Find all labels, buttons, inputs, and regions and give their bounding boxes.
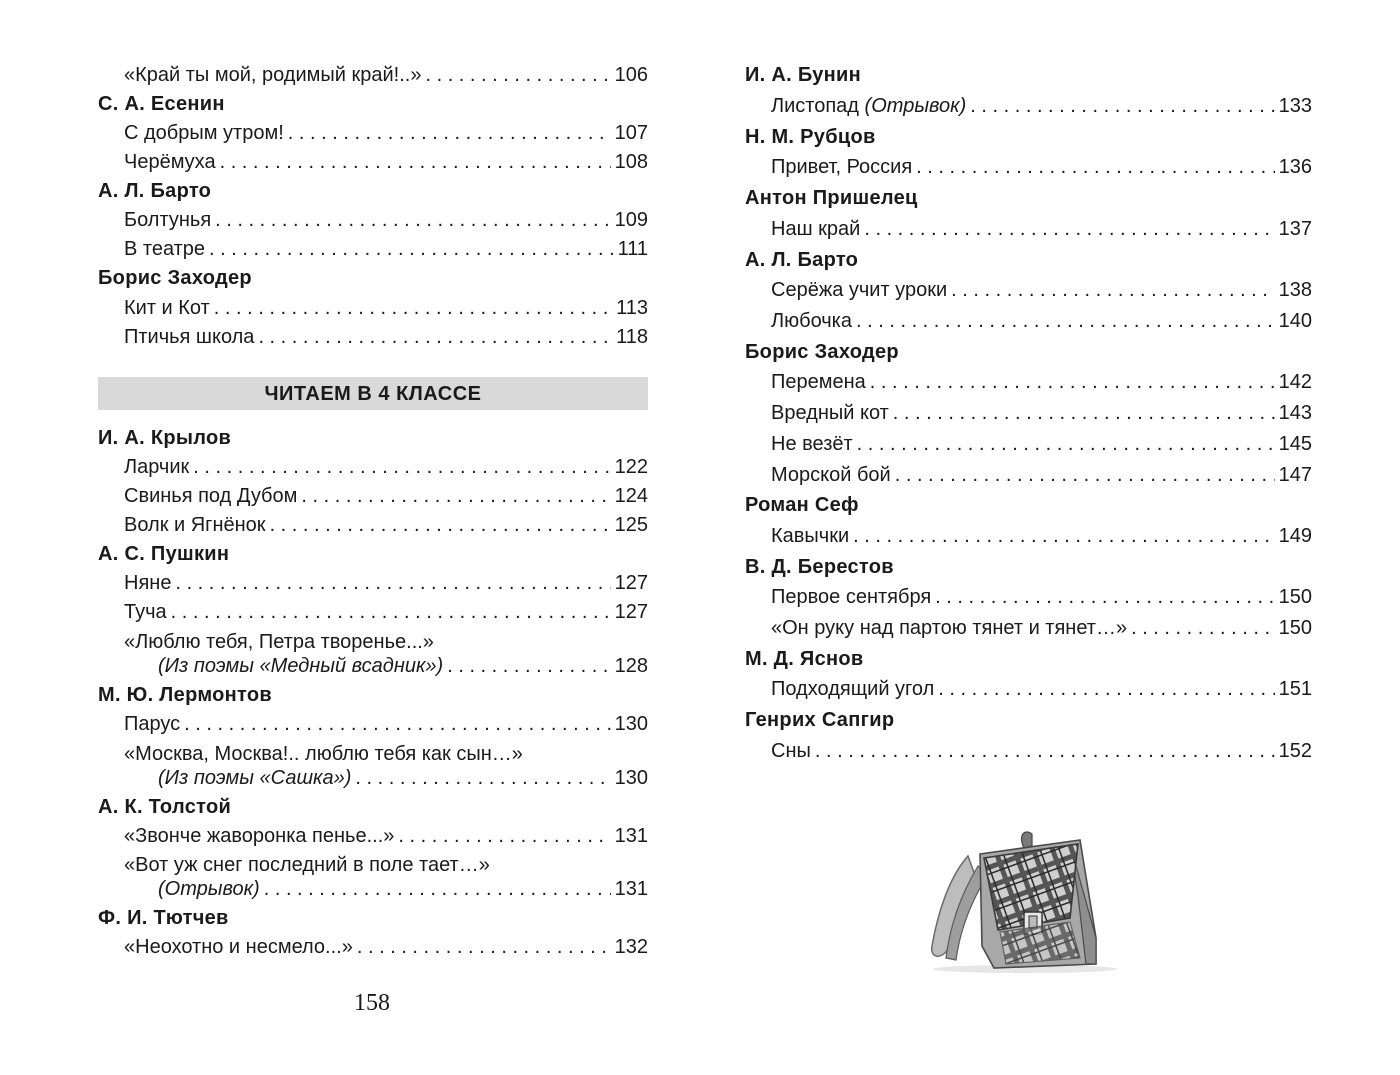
page-ref: 136 xyxy=(1278,156,1312,178)
toc-entry[interactable]: Не везёт . . . 145 xyxy=(745,430,1312,458)
entry-note: (Отрывок) xyxy=(864,95,967,117)
dot-leader xyxy=(425,61,610,89)
author-heading: А. Л. Барто xyxy=(745,249,859,271)
author-heading: А. Л. Барто xyxy=(98,180,212,202)
toc-entry[interactable]: Черёмуха . . . 108 xyxy=(98,148,648,176)
dot-leader xyxy=(215,206,610,234)
author-heading: Ф. И. Тютчев xyxy=(98,907,229,929)
toc-entry[interactable]: Ларчик . . . 122 xyxy=(98,453,648,481)
page-ref: 113 xyxy=(616,297,648,319)
toc-entry[interactable]: Няне . . . 127 xyxy=(98,569,648,597)
page-ref: 118 xyxy=(616,326,648,348)
dot-leader xyxy=(916,153,1274,181)
dot-leader xyxy=(398,822,610,850)
toc-entry[interactable]: Парус . . . 130 xyxy=(98,710,648,738)
page-ref: 109 xyxy=(614,209,648,231)
dot-leader xyxy=(856,307,1275,335)
toc-entry[interactable]: Волк и Ягнёнок . . . 125 xyxy=(98,511,648,539)
dot-leader xyxy=(815,737,1275,765)
page-ref: 137 xyxy=(1278,218,1312,240)
dot-leader xyxy=(258,323,612,351)
page-ref: 130 xyxy=(614,713,648,735)
author-heading: И. А. Крылов xyxy=(98,427,232,449)
dot-leader xyxy=(209,235,614,263)
page-ref: 147 xyxy=(1278,464,1312,486)
page-ref: 150 xyxy=(1278,586,1312,608)
toc-entry[interactable]: Листопад (Отрывок) . . . 133 xyxy=(745,92,1312,120)
toc-entry[interactable]: «Край ты мой, родимый край!..» . . . 106 xyxy=(98,61,648,89)
dot-leader xyxy=(864,215,1274,243)
section-heading-grade-4: ЧИТАЕМ В 4 КЛАССЕ xyxy=(98,377,648,410)
dot-leader xyxy=(288,119,611,147)
dot-leader xyxy=(184,710,610,738)
page-ref: 133 xyxy=(1278,95,1312,117)
toc-entry-subtitle-line[interactable]: (Отрывок) . . . 131 xyxy=(98,875,648,903)
school-backpack-illustration xyxy=(920,826,1125,976)
toc-entry[interactable]: Кавычки . . . 149 xyxy=(745,522,1312,550)
page-ref: 111 xyxy=(617,238,648,260)
page-ref: 107 xyxy=(614,122,648,144)
toc-entry-subtitle-line[interactable]: (Из поэмы «Сашка») . . . 130 xyxy=(98,764,648,792)
toc-entry[interactable]: Сны . . . 152 xyxy=(745,737,1312,765)
author-heading: А. К. Толстой xyxy=(98,796,232,818)
dot-leader xyxy=(951,276,1275,304)
author-heading: А. С. Пушкин xyxy=(98,543,230,565)
page-ref: 128 xyxy=(614,655,648,677)
dot-leader xyxy=(357,933,611,961)
toc-entry[interactable]: Кит и Кот . . . 113 xyxy=(98,294,648,322)
dot-leader xyxy=(970,92,1274,120)
page-ref: 151 xyxy=(1278,678,1312,700)
page-ref: 132 xyxy=(614,936,648,958)
page-ref: 140 xyxy=(1278,310,1312,332)
author-heading: Роман Сеф xyxy=(745,494,859,516)
toc-entry[interactable]: «Неохотно и несмело...» . . . 132 xyxy=(98,933,648,961)
author-heading: Борис Заходер xyxy=(98,267,252,289)
page-ref: 150 xyxy=(1278,617,1312,639)
page-ref: 152 xyxy=(1278,740,1312,762)
dot-leader xyxy=(193,453,610,481)
page-ref: 122 xyxy=(614,456,648,478)
page-ref: 145 xyxy=(1278,433,1312,455)
author-heading: В. Д. Берестов xyxy=(745,556,894,578)
dot-leader xyxy=(355,764,610,792)
author-heading: Генрих Сапгир xyxy=(745,709,895,731)
toc-entry-subtitle-line[interactable]: (Из поэмы «Медный всадник») . . . 128 xyxy=(98,652,648,680)
page-ref: 130 xyxy=(614,767,648,789)
dot-leader xyxy=(870,368,1275,396)
dot-leader xyxy=(857,430,1275,458)
toc-entry[interactable]: Морской бой . . . 147 xyxy=(745,461,1312,489)
dot-leader xyxy=(220,148,611,176)
toc-entry[interactable]: «Звонче жаворонка пенье...» . . . 131 xyxy=(98,822,648,850)
toc-entry[interactable]: «Он руку над партою тянет и тянет…» . . . 150 xyxy=(745,614,1312,642)
dot-leader xyxy=(175,569,610,597)
author-heading: С. А. Есенин xyxy=(98,93,225,115)
toc-entry[interactable]: Подходящий угол . . . 151 xyxy=(745,675,1312,703)
toc-entry[interactable]: Вредный кот . . . 143 xyxy=(745,399,1312,427)
page-ref: 127 xyxy=(614,572,648,594)
page-ref: 131 xyxy=(614,825,648,847)
author-heading: Борис Заходер xyxy=(745,341,899,363)
dot-leader xyxy=(301,482,610,510)
dot-leader xyxy=(938,675,1274,703)
toc-entry[interactable]: Болтунья . . . 109 xyxy=(98,206,648,234)
page-ref: 127 xyxy=(614,601,648,623)
page-ref: 124 xyxy=(614,485,648,507)
dot-leader xyxy=(447,652,610,680)
dot-leader xyxy=(264,875,611,903)
page-ref: 106 xyxy=(614,64,648,86)
dot-leader xyxy=(214,294,612,322)
page-ref: 138 xyxy=(1278,279,1312,301)
author-heading: Н. М. Рубцов xyxy=(745,126,876,148)
dot-leader xyxy=(853,522,1275,550)
dot-leader xyxy=(270,511,611,539)
page-ref: 108 xyxy=(614,151,648,173)
toc-entry[interactable]: Туча . . . 127 xyxy=(98,598,648,626)
dot-leader xyxy=(935,583,1274,611)
author-heading: И. А. Бунин xyxy=(745,64,862,86)
toc-entry-title-line[interactable]: «Люблю тебя, Петра творенье...» xyxy=(124,631,434,653)
toc-entry[interactable]: Первое сентября . . . 150 xyxy=(745,583,1312,611)
author-heading: М. Д. Яснов xyxy=(745,648,864,670)
toc-entry[interactable]: Серёжа учит уроки . . . 138 xyxy=(745,276,1312,304)
dot-leader xyxy=(171,598,611,626)
page-ref: 149 xyxy=(1278,525,1312,547)
toc-entry[interactable]: Перемена . . . 142 xyxy=(745,368,1312,396)
toc-entry[interactable]: Наш край . . . 137 xyxy=(745,215,1312,243)
toc-entry[interactable]: С добрым утром! . . . 107 xyxy=(98,119,648,147)
toc-entry[interactable]: В театре . . . 111 xyxy=(98,235,648,263)
toc-entry[interactable]: Птичья школа . . . 118 xyxy=(98,323,648,351)
toc-entry-title-line[interactable]: «Москва, Москва!.. люблю тебя как сын…» xyxy=(124,743,523,765)
toc-entry[interactable]: Любочка . . . 140 xyxy=(745,307,1312,335)
dot-leader xyxy=(893,399,1275,427)
page-ref: 125 xyxy=(614,514,648,536)
page-ref: 142 xyxy=(1278,371,1312,393)
dot-leader xyxy=(1131,614,1275,642)
page-number: 158 xyxy=(354,990,390,1016)
toc-entry[interactable]: Привет, Россия . . . 136 xyxy=(745,153,1312,181)
toc-entry-title-line[interactable]: «Вот уж снег последний в поле тает…» xyxy=(124,854,490,876)
page-ref: 143 xyxy=(1278,402,1312,424)
toc-entry[interactable]: Свинья под Дубом . . . 124 xyxy=(98,482,648,510)
page-ref: 131 xyxy=(614,878,648,900)
author-heading: М. Ю. Лермонтов xyxy=(98,684,272,706)
author-heading: Антон Пришелец xyxy=(745,187,918,209)
dot-leader xyxy=(895,461,1275,489)
